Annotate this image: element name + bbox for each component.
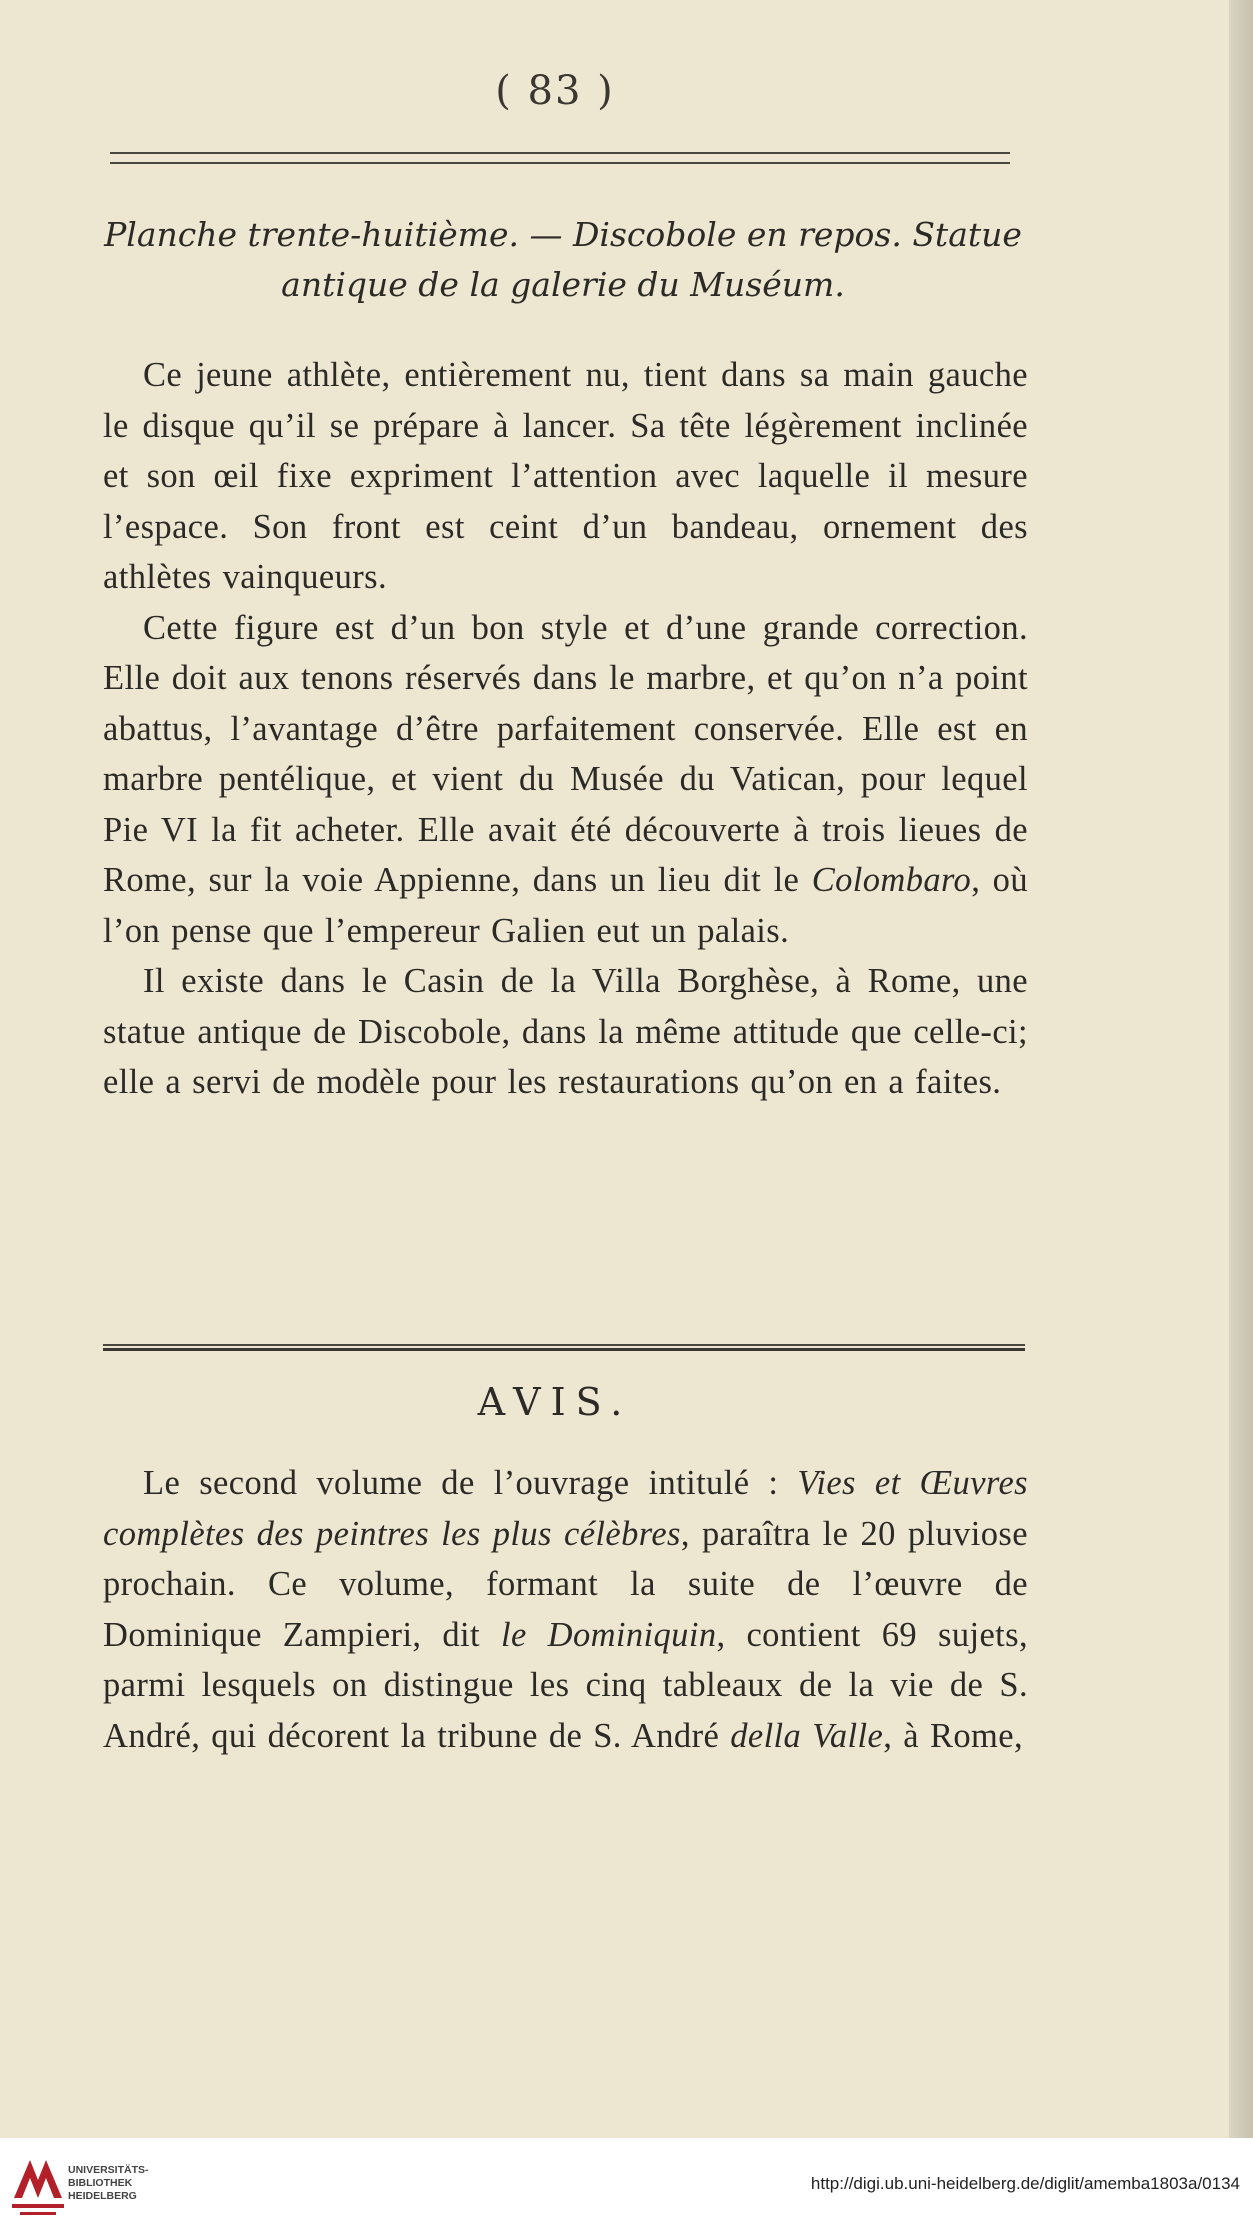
body-text xyxy=(103,350,1028,1108)
avis-seg-6: della Valle xyxy=(730,1716,884,1755)
avis-seg-5: , contient 69 sujets, parmi lesquels on distingue les cinq tableaux de la vie de S. André, qui décorent la tribune de S. André xyxy=(103,1615,1029,1755)
library-name-line-1: UNIVERSITÄTS- xyxy=(68,2164,149,2176)
header-rule xyxy=(110,152,1010,164)
library-name xyxy=(68,2164,149,2203)
caption-line-2: antique de la galerie du Muséum. xyxy=(281,265,845,304)
avis-seg-7: , à Rome, xyxy=(883,1716,1024,1755)
avis-heading: AVIS. xyxy=(477,1380,633,1424)
page-number: ( 83 ) xyxy=(495,68,615,114)
plate-caption xyxy=(103,210,1023,310)
paragraph-2-text: Cette figure est d’un bon style et d’une grande correction. Elle doit aux tenons réservés dans le marbre, et qu’on n’a point abattus, l’avantage d’être parfaitement conservée. Elle est en marbre pentélique, et vient du Musée du Vatican, pour lequel Pie VI la fit acheter. Elle avait été découverte à trois lieues de Rome, sur la voie Appienne, dans un lieu dit le xyxy=(103,608,1028,899)
avis-seg-4: le Dominiquin xyxy=(500,1615,717,1654)
footer-bar xyxy=(0,2138,1253,2231)
avis-seg-3: , paraîtra le 20 pluviose prochain. Ce volume, formant la suite de l’œuvre de Dominique Zampieri, dit xyxy=(103,1514,1028,1654)
paragraph-3: Il existe dans le Casin de la Villa Borghèse, à Rome, une statue antique de Discobole, dans la même attitude que celle-ci; elle a servi de modèle pour les restaurations qu’on en a faites. xyxy=(103,962,1028,1101)
avis-seg-1: Le second volume de l’ouvrage intitulé : xyxy=(143,1464,798,1502)
avis-text xyxy=(103,1458,1028,1761)
library-name-line-3: HEIDELBERG xyxy=(68,2190,137,2202)
paragraph-2-tail: , où l’on pense que l’empereur Galien eut un palais. xyxy=(103,861,1028,950)
paragraph-2 xyxy=(103,603,1028,957)
avis-paragraph xyxy=(103,1458,1028,1761)
paragraph-2-italic: Colombaro xyxy=(811,861,972,899)
library-name-line-2: BIBLIOTHEK xyxy=(68,2177,133,2189)
caption-line-1: Planche trente-huitième. — Discobole en repos. Statue xyxy=(104,215,1022,254)
permalink-url[interactable]: http://digi.ub.uni-heidelberg.de/diglit/amemba1803a/0134 xyxy=(810,2174,1240,2193)
page-edge xyxy=(1229,0,1253,2138)
library-logo-icon[interactable] xyxy=(10,2150,66,2218)
paragraph-1: Ce jeune athlète, entièrement nu, tient dans sa main gauche le disque qu’il se prépare à lancer. Sa tête légèrement inclinée et son œil fixe expriment l’attention avec laquelle il mesure l’espace. Son front est ceint d’un bandeau, ornement des athlètes vainqueurs. xyxy=(103,356,1028,596)
section-rule xyxy=(103,1344,1025,1351)
avis-seg-2: Vies et Œuvres complètes des peintres les plus célèbres xyxy=(103,1464,1028,1553)
